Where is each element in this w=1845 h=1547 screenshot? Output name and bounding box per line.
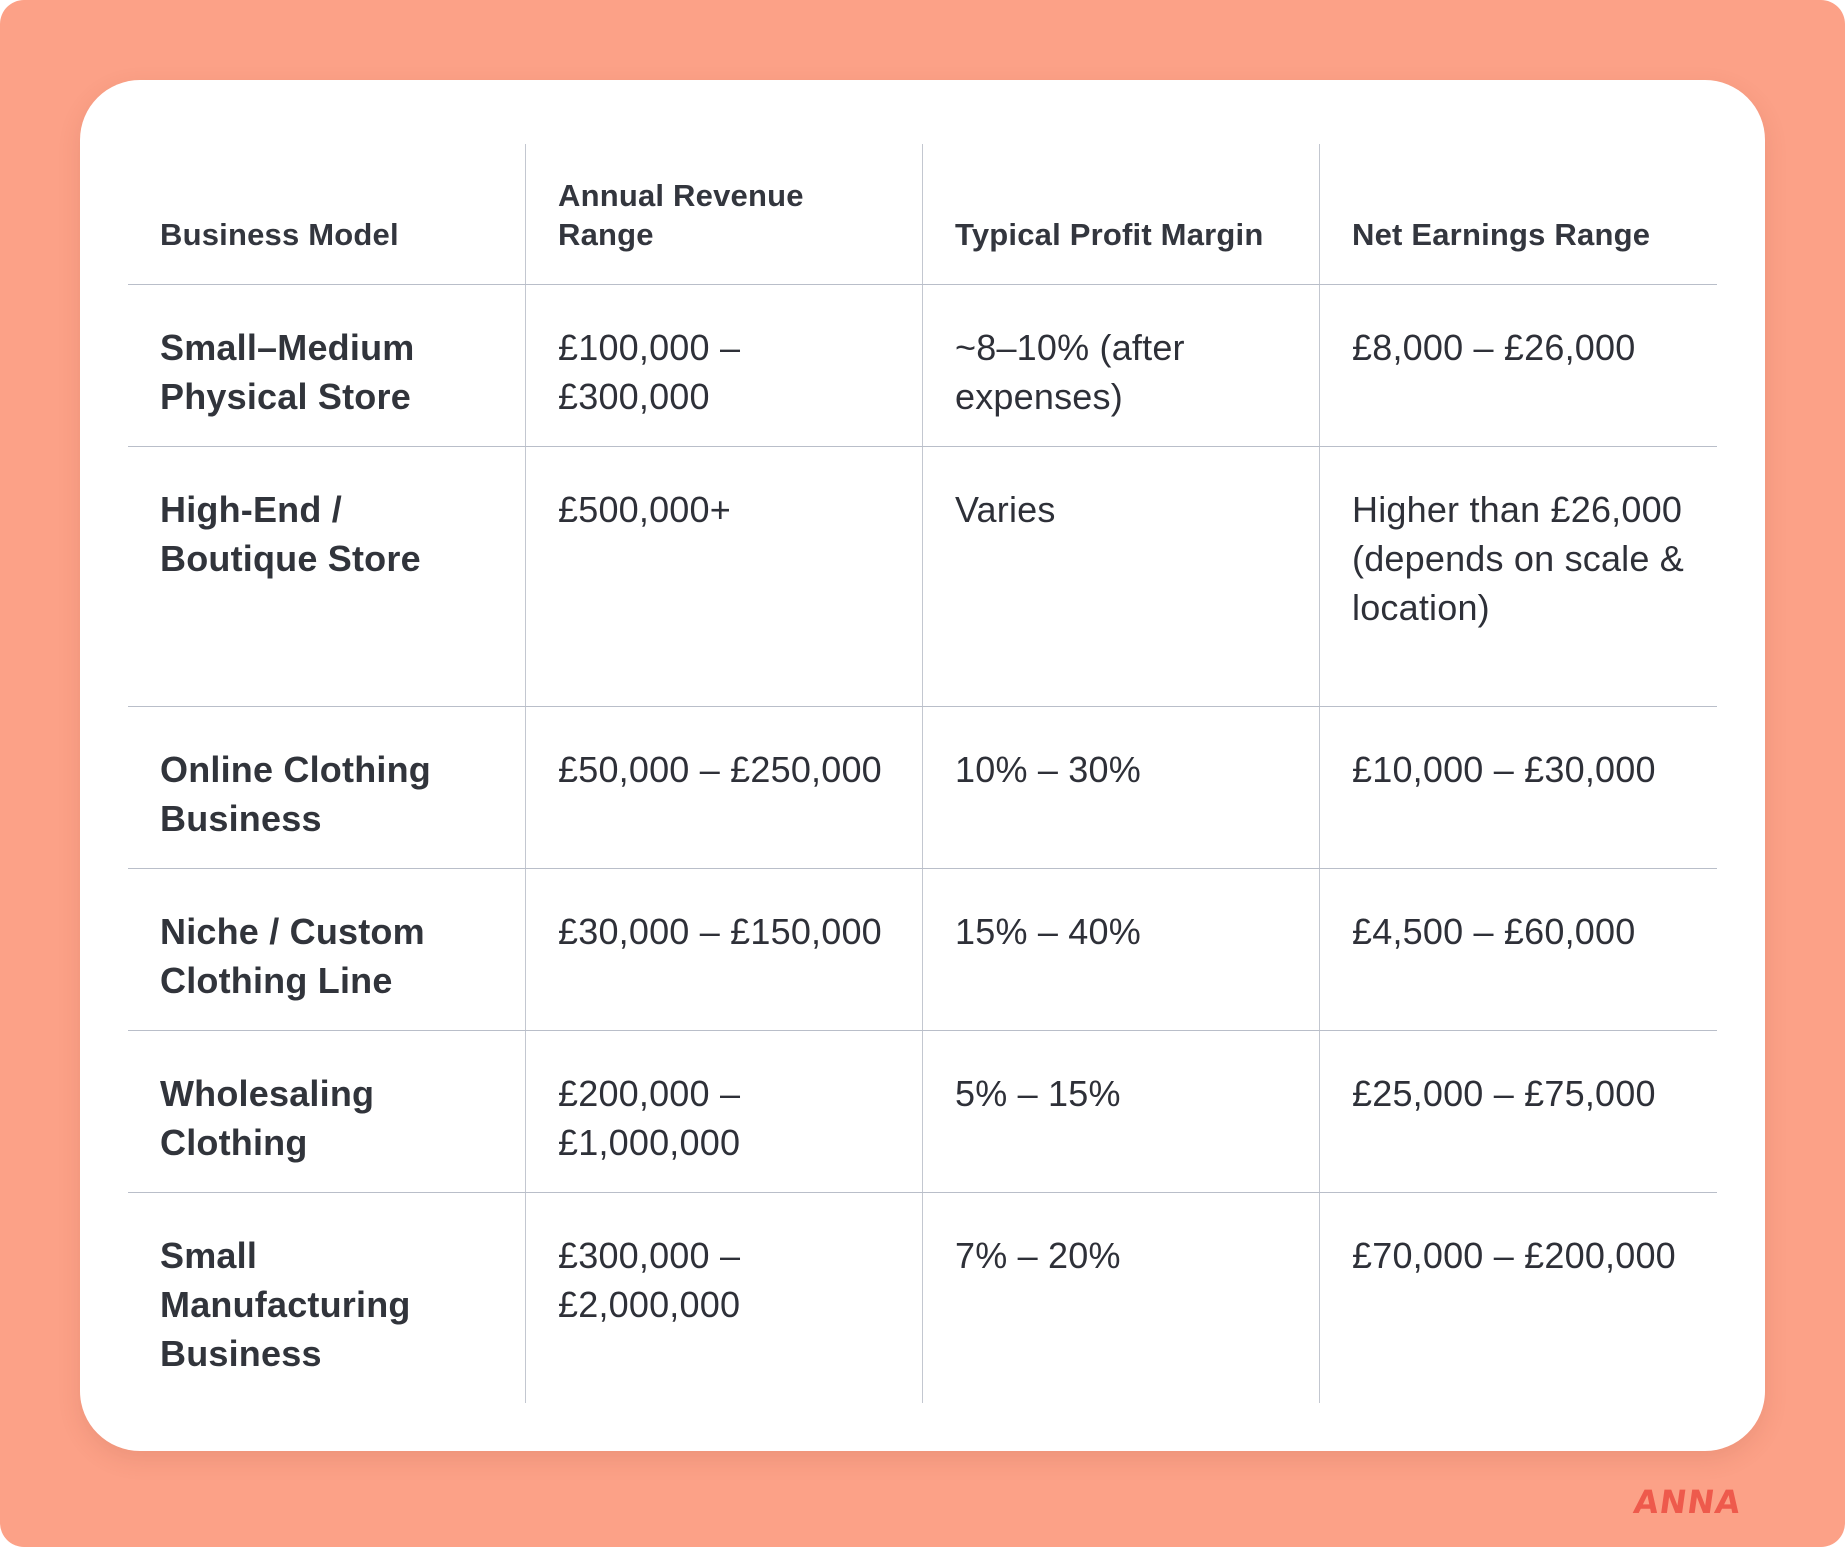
profit-margin-cell: 7% – 20% [922, 1193, 1319, 1403]
profit-margin-cell: 5% – 15% [922, 1031, 1319, 1192]
profit-margin-cell: 10% – 30% [922, 707, 1319, 868]
profit-margin-cell: 15% – 40% [922, 869, 1319, 1030]
business-model-cell: Niche / Custom Clothing Line [160, 911, 425, 1001]
table-row [128, 284, 1717, 446]
header-net-earnings-range: Net Earnings Range [1319, 144, 1716, 284]
table-row [128, 446, 1717, 706]
net-earnings-cell: £4,500 – £60,000 [1319, 869, 1716, 1030]
header-typical-profit-margin: Typical Profit Margin [922, 144, 1319, 284]
net-earnings-cell: £25,000 – £75,000 [1319, 1031, 1716, 1192]
business-model-cell: Small Manufacturing Business [160, 1235, 411, 1374]
annual-revenue-cell: £100,000 – £300,000 [525, 285, 922, 446]
annual-revenue-cell: £200,000 – £1,000,000 [525, 1031, 922, 1192]
net-earnings-cell: £8,000 – £26,000 [1319, 285, 1716, 446]
annual-revenue-cell: £500,000+ [525, 447, 922, 706]
annual-revenue-cell: £50,000 – £250,000 [525, 707, 922, 868]
table-row [128, 1030, 1717, 1192]
table-card [80, 80, 1765, 1451]
net-earnings-cell: £70,000 – £200,000 [1319, 1193, 1716, 1403]
profit-margin-cell: Varies [922, 447, 1319, 706]
table-row [128, 1192, 1717, 1403]
net-earnings-cell: Higher than £26,000 (depends on scale & location) [1319, 447, 1716, 706]
profit-margin-cell: ~8–10% (after expenses) [922, 285, 1319, 446]
earnings-table [128, 144, 1717, 1403]
header-annual-revenue-range: Annual Revenue Range [525, 144, 922, 284]
business-model-cell: Wholesaling Clothing [160, 1073, 375, 1163]
annual-revenue-cell: £30,000 – £150,000 [525, 869, 922, 1030]
business-model-cell: High-End / Boutique Store [160, 489, 421, 579]
header-business-model: Business Model [160, 217, 399, 252]
table-header-row [128, 144, 1717, 284]
net-earnings-cell: £10,000 – £30,000 [1319, 707, 1716, 868]
annual-revenue-cell: £300,000 – £2,000,000 [525, 1193, 922, 1403]
table-row [128, 706, 1717, 868]
anna-watermark-logo: ANNA [1631, 1483, 1744, 1521]
business-model-cell: Online Clothing Business [160, 749, 431, 839]
business-model-cell: Small–Medium Physical Store [160, 327, 415, 417]
table-row [128, 868, 1717, 1030]
